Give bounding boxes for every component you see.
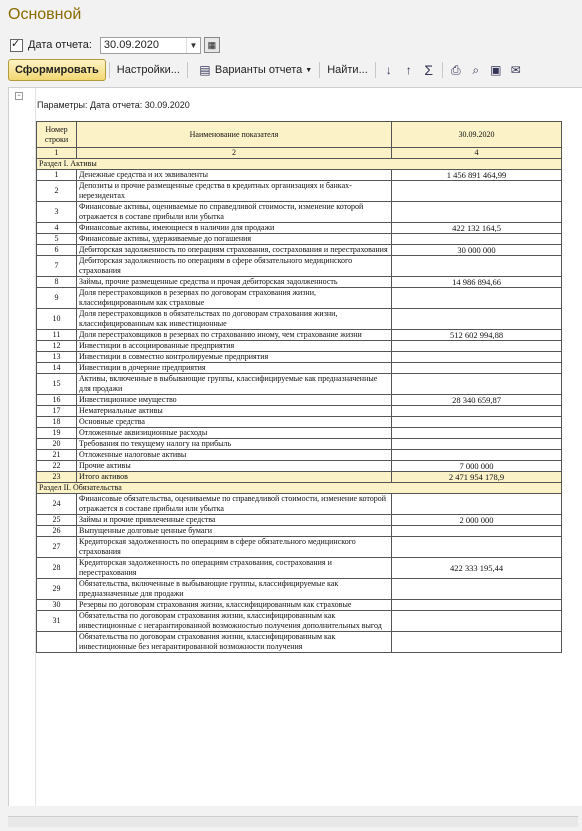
row-value xyxy=(392,202,562,223)
row-value xyxy=(392,600,562,611)
row-number: 21 xyxy=(37,450,77,461)
section-title: Раздел I. Активы xyxy=(37,159,562,170)
row-name: Нематериальные активы xyxy=(77,406,392,417)
section-row xyxy=(37,159,562,170)
row-number: 12 xyxy=(37,341,77,352)
table-row[interactable] xyxy=(37,309,562,330)
toolbar-separator xyxy=(442,62,443,78)
table-row[interactable] xyxy=(37,472,562,483)
row-number: 29 xyxy=(37,579,77,600)
row-number: 9 xyxy=(37,288,77,309)
table-row[interactable] xyxy=(37,537,562,558)
group-ruler xyxy=(9,88,36,806)
table-row[interactable] xyxy=(37,352,562,363)
row-name: Инвестиционное имущество xyxy=(77,395,392,406)
row-number: 22 xyxy=(37,461,77,472)
table-row[interactable] xyxy=(37,170,562,181)
subheader-name: 2 xyxy=(77,148,392,159)
row-value xyxy=(392,352,562,363)
table-row[interactable] xyxy=(37,558,562,579)
row-name: Доля перестраховщиков в обязательствах по договорам страхования жизни, классифицированным как инвестиционные xyxy=(77,309,392,330)
row-value xyxy=(392,181,562,202)
toolbar-separator xyxy=(187,62,188,78)
table-row[interactable] xyxy=(37,395,562,406)
row-value xyxy=(392,526,562,537)
subheader-date: 4 xyxy=(392,148,562,159)
toolbar xyxy=(8,59,578,81)
row-value xyxy=(392,363,562,374)
table-row[interactable] xyxy=(37,374,562,395)
row-value xyxy=(392,494,562,515)
row-name: Финансовые активы, удерживаемые до погашения xyxy=(77,234,392,245)
sort-asc-icon[interactable]: ↓ xyxy=(385,63,392,77)
row-number: 31 xyxy=(37,611,77,632)
row-name: Выпущенные долговые ценные бумаги xyxy=(77,526,392,537)
row-number: 14 xyxy=(37,363,77,374)
table-row[interactable] xyxy=(37,526,562,537)
row-number: 10 xyxy=(37,309,77,330)
table-row[interactable] xyxy=(37,417,562,428)
table-row[interactable] xyxy=(37,406,562,417)
row-name: Депозиты и прочие размещенные средства в кредитных организациях и банках-нерезидентах xyxy=(77,181,392,202)
row-number: 8 xyxy=(37,277,77,288)
row-value xyxy=(392,341,562,352)
row-number: 26 xyxy=(37,526,77,537)
table-row[interactable] xyxy=(37,256,562,277)
table-row[interactable] xyxy=(37,288,562,309)
variants-icon: ▤ xyxy=(199,63,211,77)
header-date: 30.09.2020 xyxy=(392,122,562,148)
toolbar-separator xyxy=(109,62,110,78)
row-value xyxy=(392,450,562,461)
row-value xyxy=(392,417,562,428)
table-row[interactable] xyxy=(37,234,562,245)
row-name: Кредиторская задолженность по операциям страхования, сострахования и перестрахования xyxy=(77,558,392,579)
row-value xyxy=(392,234,562,245)
row-name: Активы, включенные в выбывающие группы, классифицируемые как предназначенные для продажи xyxy=(77,374,392,395)
section-row xyxy=(37,483,562,494)
row-value xyxy=(392,406,562,417)
row-name: Финансовые обязательства, оцениваемые по справедливой стоимости, изменение которой отражается в составе прибыли или убытка xyxy=(77,494,392,515)
section-title: Раздел II. Обязательства xyxy=(37,483,562,494)
row-value xyxy=(392,632,562,653)
settings-button[interactable]: Настройки... xyxy=(116,64,180,76)
calendar-icon[interactable]: ▦ xyxy=(204,37,220,53)
row-value: 14 986 894,66 xyxy=(392,277,562,288)
row-number: 24 xyxy=(37,494,77,515)
row-value xyxy=(392,439,562,450)
row-name: Инвестиции в совместно контролируемые предприятия xyxy=(77,352,392,363)
date-filter-checkbox[interactable] xyxy=(10,39,23,52)
row-number: 15 xyxy=(37,374,77,395)
row-name: Обязательства по договорам страхования жизни, классифицированным как инвестиционные без негарантированной возможности получения xyxy=(77,632,392,653)
window-title: Основной xyxy=(8,6,82,23)
row-value: 7 000 000 xyxy=(392,461,562,472)
sum-icon[interactable]: Σ xyxy=(424,62,434,78)
table-row[interactable] xyxy=(37,363,562,374)
row-number: 13 xyxy=(37,352,77,363)
row-name: Отложенные аквизиционные расходы xyxy=(77,428,392,439)
table-row[interactable] xyxy=(37,341,562,352)
row-number xyxy=(37,632,77,653)
row-name: Прочие активы xyxy=(77,461,392,472)
row-number: 25 xyxy=(37,515,77,526)
row-name: Займы и прочие привлеченные средства xyxy=(77,515,392,526)
chevron-down-icon: ▼ xyxy=(305,66,313,74)
row-value: 512 602 994,88 xyxy=(392,330,562,341)
row-name: Итого активов xyxy=(77,472,392,483)
table-row[interactable] xyxy=(37,600,562,611)
subheader-num: 1 xyxy=(37,148,77,159)
row-number: 17 xyxy=(37,406,77,417)
date-filter xyxy=(10,35,220,55)
table-row[interactable] xyxy=(37,579,562,600)
row-name: Отложенные налоговые активы xyxy=(77,450,392,461)
collapse-icon[interactable]: − xyxy=(15,92,23,100)
table-row[interactable] xyxy=(37,330,562,341)
row-value: 1 456 891 464,99 xyxy=(392,170,562,181)
row-name: Дебиторская задолженность по операциям в сфере обязательного медицинского страхования xyxy=(77,256,392,277)
row-number: 5 xyxy=(37,234,77,245)
row-value xyxy=(392,309,562,330)
table-row[interactable] xyxy=(37,461,562,472)
generate-button[interactable]: Сформировать xyxy=(8,59,106,81)
variants-button[interactable] xyxy=(191,63,316,77)
header-num: Номер строки xyxy=(37,122,77,148)
row-value: 2 471 954 178,9 xyxy=(392,472,562,483)
row-value: 422 132 164,5 xyxy=(392,223,562,234)
report-table xyxy=(36,121,562,653)
table-row[interactable] xyxy=(37,277,562,288)
row-number: 23 xyxy=(37,472,77,483)
row-name: Кредиторская задолженность по операциям в сфере обязательного медицинского страхования xyxy=(77,537,392,558)
row-value xyxy=(392,579,562,600)
save-icon[interactable]: ▣ xyxy=(490,63,502,77)
row-name: Финансовые активы, имеющиеся в наличии для продажи xyxy=(77,223,392,234)
row-number: 2 xyxy=(37,181,77,202)
row-value: 30 000 000 xyxy=(392,245,562,256)
table-row[interactable] xyxy=(37,515,562,526)
row-name: Обязательства, включенные в выбывающие группы, классифицируемые как предназначенные для продажи xyxy=(77,579,392,600)
dropdown-icon[interactable]: ▼ xyxy=(186,38,200,53)
row-value xyxy=(392,428,562,439)
row-value: 422 333 195,44 xyxy=(392,558,562,579)
table-subheader-row xyxy=(37,148,562,159)
row-value xyxy=(392,374,562,395)
row-name: Обязательства по договорам страхования жизни, классифицированным как инвестиционные с негарантированной возможностью получения дополнительных выгод xyxy=(77,611,392,632)
row-value: 28 340 659,87 xyxy=(392,395,562,406)
row-number: 11 xyxy=(37,330,77,341)
table-row[interactable] xyxy=(37,450,562,461)
row-value xyxy=(392,537,562,558)
horizontal-scrollbar[interactable] xyxy=(8,816,578,827)
row-name: Требования по текущему налогу на прибыль xyxy=(77,439,392,450)
sort-desc-icon[interactable]: ↑ xyxy=(405,63,412,77)
table-row[interactable] xyxy=(37,245,562,256)
variants-label: Варианты отчета xyxy=(214,64,303,76)
row-value: 2 000 000 xyxy=(392,515,562,526)
row-number: 30 xyxy=(37,600,77,611)
row-number: 27 xyxy=(37,537,77,558)
row-number: 6 xyxy=(37,245,77,256)
row-number: 1 xyxy=(37,170,77,181)
table-row[interactable] xyxy=(37,428,562,439)
row-number: 7 xyxy=(37,256,77,277)
mail-icon[interactable]: ✉ xyxy=(510,63,521,77)
row-number: 20 xyxy=(37,439,77,450)
row-number: 3 xyxy=(37,202,77,223)
row-name: Инвестиции в ассоциированные предприятия xyxy=(77,341,392,352)
date-input[interactable] xyxy=(100,37,201,54)
report-document[interactable] xyxy=(8,87,582,807)
row-name: Инвестиции в дочерние предприятия xyxy=(77,363,392,374)
row-number: 28 xyxy=(37,558,77,579)
report-params: Параметры: Дата отчета: 30.09.2020 xyxy=(37,100,190,110)
toolbar-separator xyxy=(319,62,320,78)
table-row[interactable] xyxy=(37,611,562,632)
table-row[interactable] xyxy=(37,494,562,515)
row-name: Доля перестраховщиков в резервах по страхованию иному, чем страхование жизни xyxy=(77,330,392,341)
row-name: Дебиторская задолженность по операциям страхования, сострахования и перестрахования xyxy=(77,245,392,256)
print-icon[interactable]: ⎙ xyxy=(450,62,461,77)
row-name: Основные средства xyxy=(77,417,392,428)
table-header-row xyxy=(37,122,562,148)
row-name: Денежные средства и их эквиваленты xyxy=(77,170,392,181)
table-row[interactable] xyxy=(37,223,562,234)
row-number: 19 xyxy=(37,428,77,439)
preview-icon[interactable]: ⌕ xyxy=(472,62,480,77)
row-number: 16 xyxy=(37,395,77,406)
find-button[interactable]: Найти... xyxy=(327,64,368,76)
row-name: Финансовые активы, оцениваемые по справедливой стоимости, изменение которой отражается в составе прибыли или убытка xyxy=(77,202,392,223)
row-value xyxy=(392,611,562,632)
row-name: Займы, прочие размещенные средства и прочая дебиторская задолженность xyxy=(77,277,392,288)
header-name: Наименование показателя xyxy=(77,122,392,148)
row-number: 4 xyxy=(37,223,77,234)
table-row[interactable] xyxy=(37,439,562,450)
table-row[interactable] xyxy=(37,181,562,202)
row-number: 18 xyxy=(37,417,77,428)
date-filter-label: Дата отчета: xyxy=(28,39,92,51)
row-name: Резервы по договорам страхования жизни, классифицированным как страховые xyxy=(77,600,392,611)
toolbar-separator xyxy=(375,62,376,78)
table-row[interactable] xyxy=(37,202,562,223)
table-row[interactable] xyxy=(37,632,562,653)
row-value xyxy=(392,288,562,309)
date-input-value: 30.09.2020 xyxy=(103,39,159,51)
row-value xyxy=(392,256,562,277)
row-name: Доля перестраховщиков в резервах по договорам страхования жизни, классифицированным как страховые xyxy=(77,288,392,309)
